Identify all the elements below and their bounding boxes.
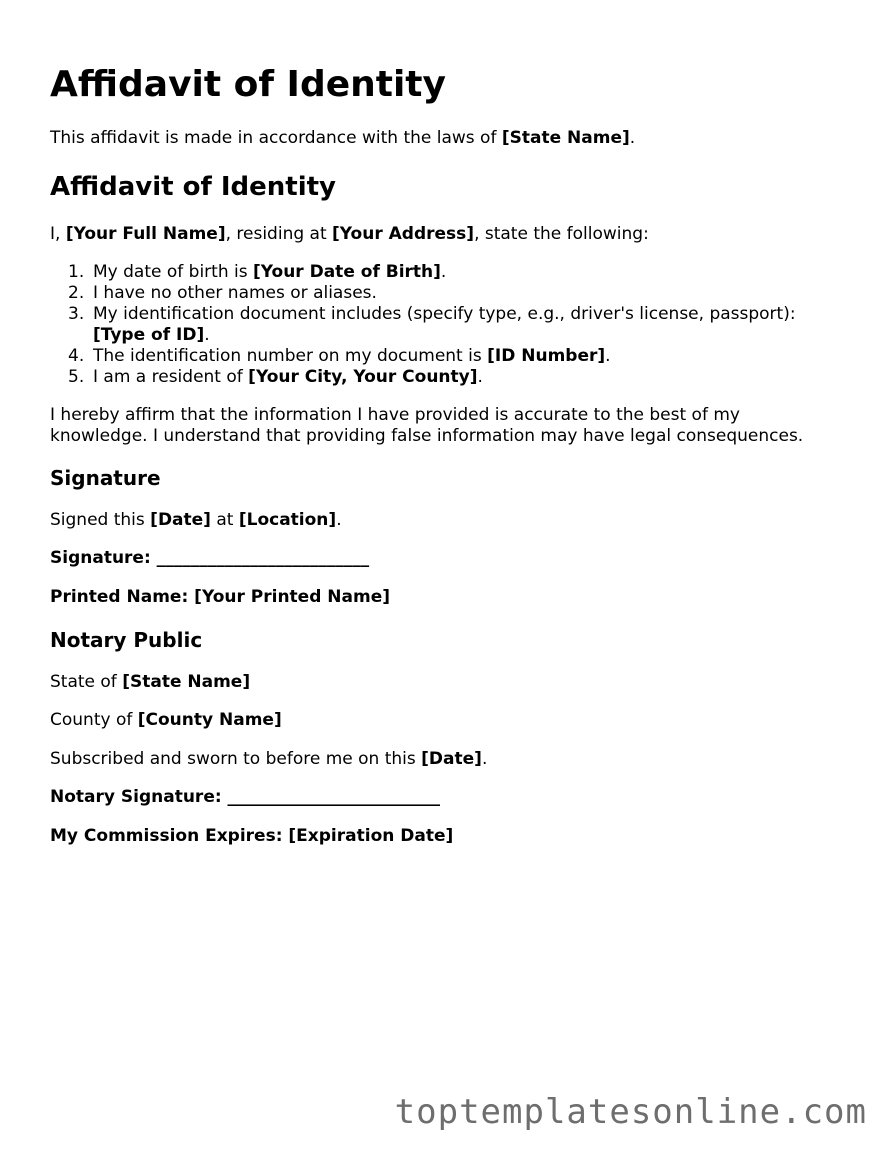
signature-line: Signature: _________________________ bbox=[50, 548, 370, 568]
notary-state-line: State of [State Name] bbox=[50, 672, 251, 692]
list-item: 3. My identification document includes (specify type, e.g., driver's license, passport): [Type of ID]. bbox=[68, 304, 796, 345]
state-placeholder: [State Name] bbox=[501, 128, 630, 148]
watermark: toptemplatesonline.com bbox=[394, 1092, 867, 1132]
commission-expires-line: My Commission Expires: [Expiration Date] bbox=[50, 826, 454, 846]
date-placeholder: [Date] bbox=[150, 510, 211, 530]
affirmation-paragraph: I hereby affirm that the information I have provided is accurate to the best of my knowledge. I understand that providing false information may have legal consequences. bbox=[50, 405, 804, 446]
statement-paragraph: I, [Your Full Name], residing at [Your Address], state the following: bbox=[50, 224, 649, 244]
section-title: Affidavit of Identity bbox=[50, 172, 336, 202]
notary-county-line: County of [County Name] bbox=[50, 710, 282, 730]
signature-heading: Signature bbox=[50, 466, 161, 490]
location-placeholder: [Location] bbox=[238, 510, 337, 530]
full-name-placeholder: [Your Full Name] bbox=[65, 224, 226, 244]
printed-name-line: Printed Name: [Your Printed Name] bbox=[50, 587, 391, 607]
list-item: 2. I have no other names or aliases. bbox=[68, 283, 377, 303]
intro-paragraph: This affidavit is made in accordance with the laws of [State Name]. bbox=[50, 128, 636, 148]
list-item: 1. My date of birth is [Your Date of Birth]. bbox=[68, 262, 447, 282]
sworn-line: Subscribed and sworn to before me on this [Date]. bbox=[50, 749, 488, 769]
statement-list bbox=[50, 262, 840, 388]
notary-heading: Notary Public bbox=[50, 628, 203, 652]
notary-signature-line: Notary Signature: _________________________ bbox=[50, 787, 441, 807]
page-title: Affidavit of Identity bbox=[50, 64, 446, 105]
address-placeholder: [Your Address] bbox=[332, 224, 475, 244]
list-item: 5. I am a resident of [Your City, Your County]. bbox=[68, 367, 483, 387]
signed-line: Signed this [Date] at [Location]. bbox=[50, 510, 342, 530]
list-item: 4. The identification number on my document is [ID Number]. bbox=[68, 346, 611, 366]
